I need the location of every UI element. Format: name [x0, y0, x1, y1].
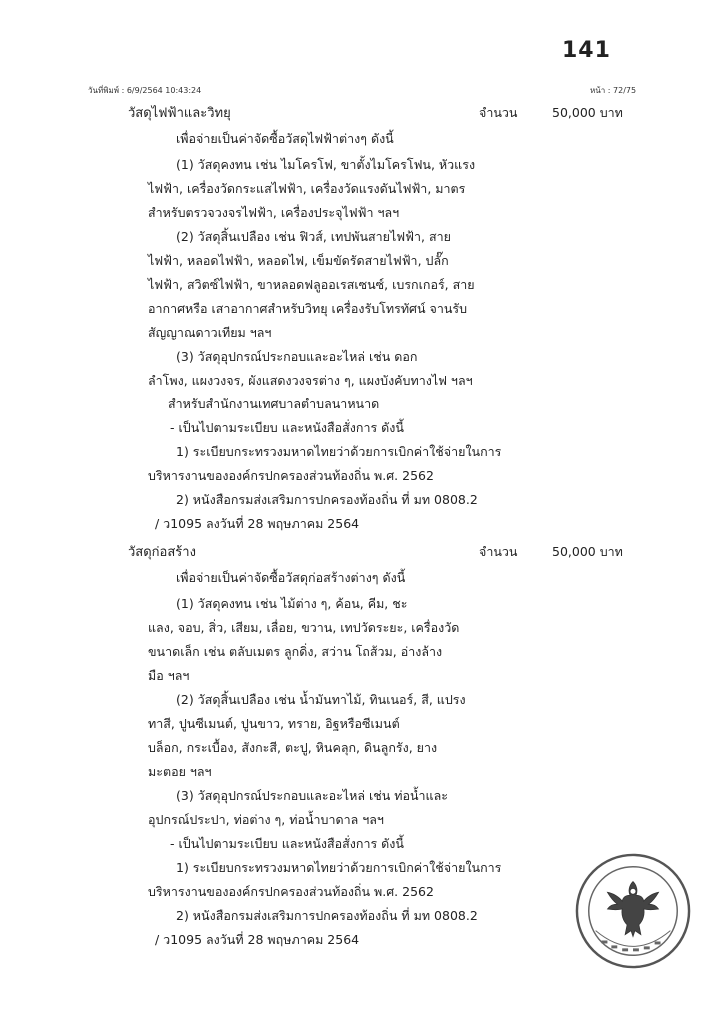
text-line: / ว1095 ลงวันที่ 28 พฤษภาคม 2564 [155, 932, 360, 947]
text-line: อากาศหรือ เสาอากาศสำหรับวิทยุ เครื่องรับโทรทัศน์ จานรับ [148, 301, 468, 316]
text-line: 2) หนังสือกรมส่งเสริมการปกครองท้องถิ่น ที่ มท 0808.2 [176, 908, 478, 923]
garuda-emblem-icon [607, 882, 658, 937]
text-line: - เป็นไปตามระเบียบ และหนังสือสั่งการ ดังนี้ [170, 420, 404, 435]
text-line: บริหารงานขององค์กรปกครองส่วนท้องถิ่น พ.ศ. 2562 [148, 884, 434, 899]
text-line: - เป็นไปตามระเบียบ และหนังสือสั่งการ ดังนี้ [170, 836, 404, 851]
amount-value: 50,000 บาท [552, 544, 623, 559]
text-line: มือ ฯลฯ [148, 668, 190, 683]
text-line: บล็อก, กระเบื้อง, สังกะสี, ตะปู, หินคลุก, ดินลูกรัง, ยาง [148, 740, 438, 755]
amount-label: จำนวน [479, 544, 518, 559]
text-line: (1) วัสดุคงทน เช่น ไมโครโฟ, ขาตั้งไมโครโฟน, หัวแรง [176, 157, 476, 172]
text-line: ไฟฟ้า, เครื่องวัดกระแสไฟฟ้า, เครื่องวัดแรงดันไฟฟ้า, มาตร [148, 181, 466, 196]
text-line: ไฟฟ้า, สวิตซ์ไฟฟ้า, ขาหลอดฟลูออเรสเซนซ์, เบรกเกอร์, สาย [148, 277, 475, 292]
text-line: 2) หนังสือกรมส่งเสริมการปกครองท้องถิ่น ที่ มท 0808.2 [176, 492, 478, 507]
official-seal-stamp [574, 852, 692, 970]
section-title: วัสดุไฟฟ้าและวิทยุ [128, 106, 231, 121]
text-line: (2) วัสดุสิ้นเปลือง เช่น น้ำมันทาไม้, ทินเนอร์, สี, แปรง [176, 692, 466, 707]
text-line: (3) วัสดุอุปกรณ์ประกอบและอะไหล่ เช่น ท่อน้ำและ [176, 788, 448, 803]
text-line: เพื่อจ่ายเป็นค่าจัดซื้อวัสดุก่อสร้างต่างๆ ดังนี้ [176, 570, 406, 585]
text-line: 1) ระเบียบกระทรวงมหาดไทยว่าด้วยการเบิกค่าใช้จ่ายในการ [176, 444, 502, 459]
page-of: หน้า : 72/75 [590, 86, 637, 95]
text-line: อุปกรณ์ประปา, ท่อต่าง ๆ, ท่อน้ำบาดาล ฯลฯ [148, 812, 384, 827]
text-line: ขนาดเล็ก เช่น ตลับเมตร ลูกดิ่ง, สว่าน โถส้วม, อ่างล้าง [148, 644, 443, 659]
text-line: สำหรับตรวจวงจรไฟฟ้า, เครื่องประจุไฟฟ้า ฯลฯ [148, 205, 400, 220]
section-title: วัสดุก่อสร้าง [128, 545, 196, 560]
text-line: / ว1095 ลงวันที่ 28 พฤษภาคม 2564 [155, 516, 360, 531]
text-line: (3) วัสดุอุปกรณ์ประกอบและอะไหล่ เช่น ดอก [176, 349, 418, 364]
text-line: สัญญาณดาวเทียม ฯลฯ [148, 325, 272, 340]
print-date: วันที่พิมพ์ : 6/9/2564 10:43:24 [88, 86, 202, 95]
amount-value: 50,000 บาท [552, 105, 623, 120]
text-line: แลง, จอบ, สิ่ว, เสียม, เลื่อย, ขวาน, เทปวัดระยะ, เครื่องวัด [148, 620, 460, 635]
text-line: ทาสี, ปูนซีเมนต์, ปูนขาว, ทราย, อิฐหรือซีเมนต์ [148, 716, 400, 731]
text-line: (1) วัสดุคงทน เช่น ไม้ต่าง ๆ, ค้อน, คีม, ชะ [176, 596, 408, 611]
text-line: 1) ระเบียบกระทรวงมหาดไทยว่าด้วยการเบิกค่าใช้จ่ายในการ [176, 860, 502, 875]
text-line: ลำโพง, แผงวงจร, ผังแสดงวงจรต่าง ๆ, แผงบังคับทางไฟ ฯลฯ [148, 373, 473, 388]
text-line: มะตอย ฯลฯ [148, 764, 212, 779]
text-line: (2) วัสดุสิ้นเปลือง เช่น ฟิวส์, เทปพันสายไฟฟ้า, สาย [176, 229, 451, 244]
text-line: เพื่อจ่ายเป็นค่าจัดซื้อวัสดุไฟฟ้าต่างๆ ดังนี้ [176, 131, 394, 146]
amount-label: จำนวน [479, 105, 518, 120]
text-line: บริหารงานขององค์กรปกครองส่วนท้องถิ่น พ.ศ. 2562 [148, 468, 434, 483]
text-line: สำหรับสำนักงานเทศบาลตำบลนาหนาด [168, 396, 380, 411]
page-number: 141 [562, 38, 611, 63]
text-line: ไฟฟ้า, หลอดไฟฟ้า, หลอดไฟ, เข็มขัดรัดสายไฟฟ้า, ปลั๊ก [148, 253, 449, 268]
